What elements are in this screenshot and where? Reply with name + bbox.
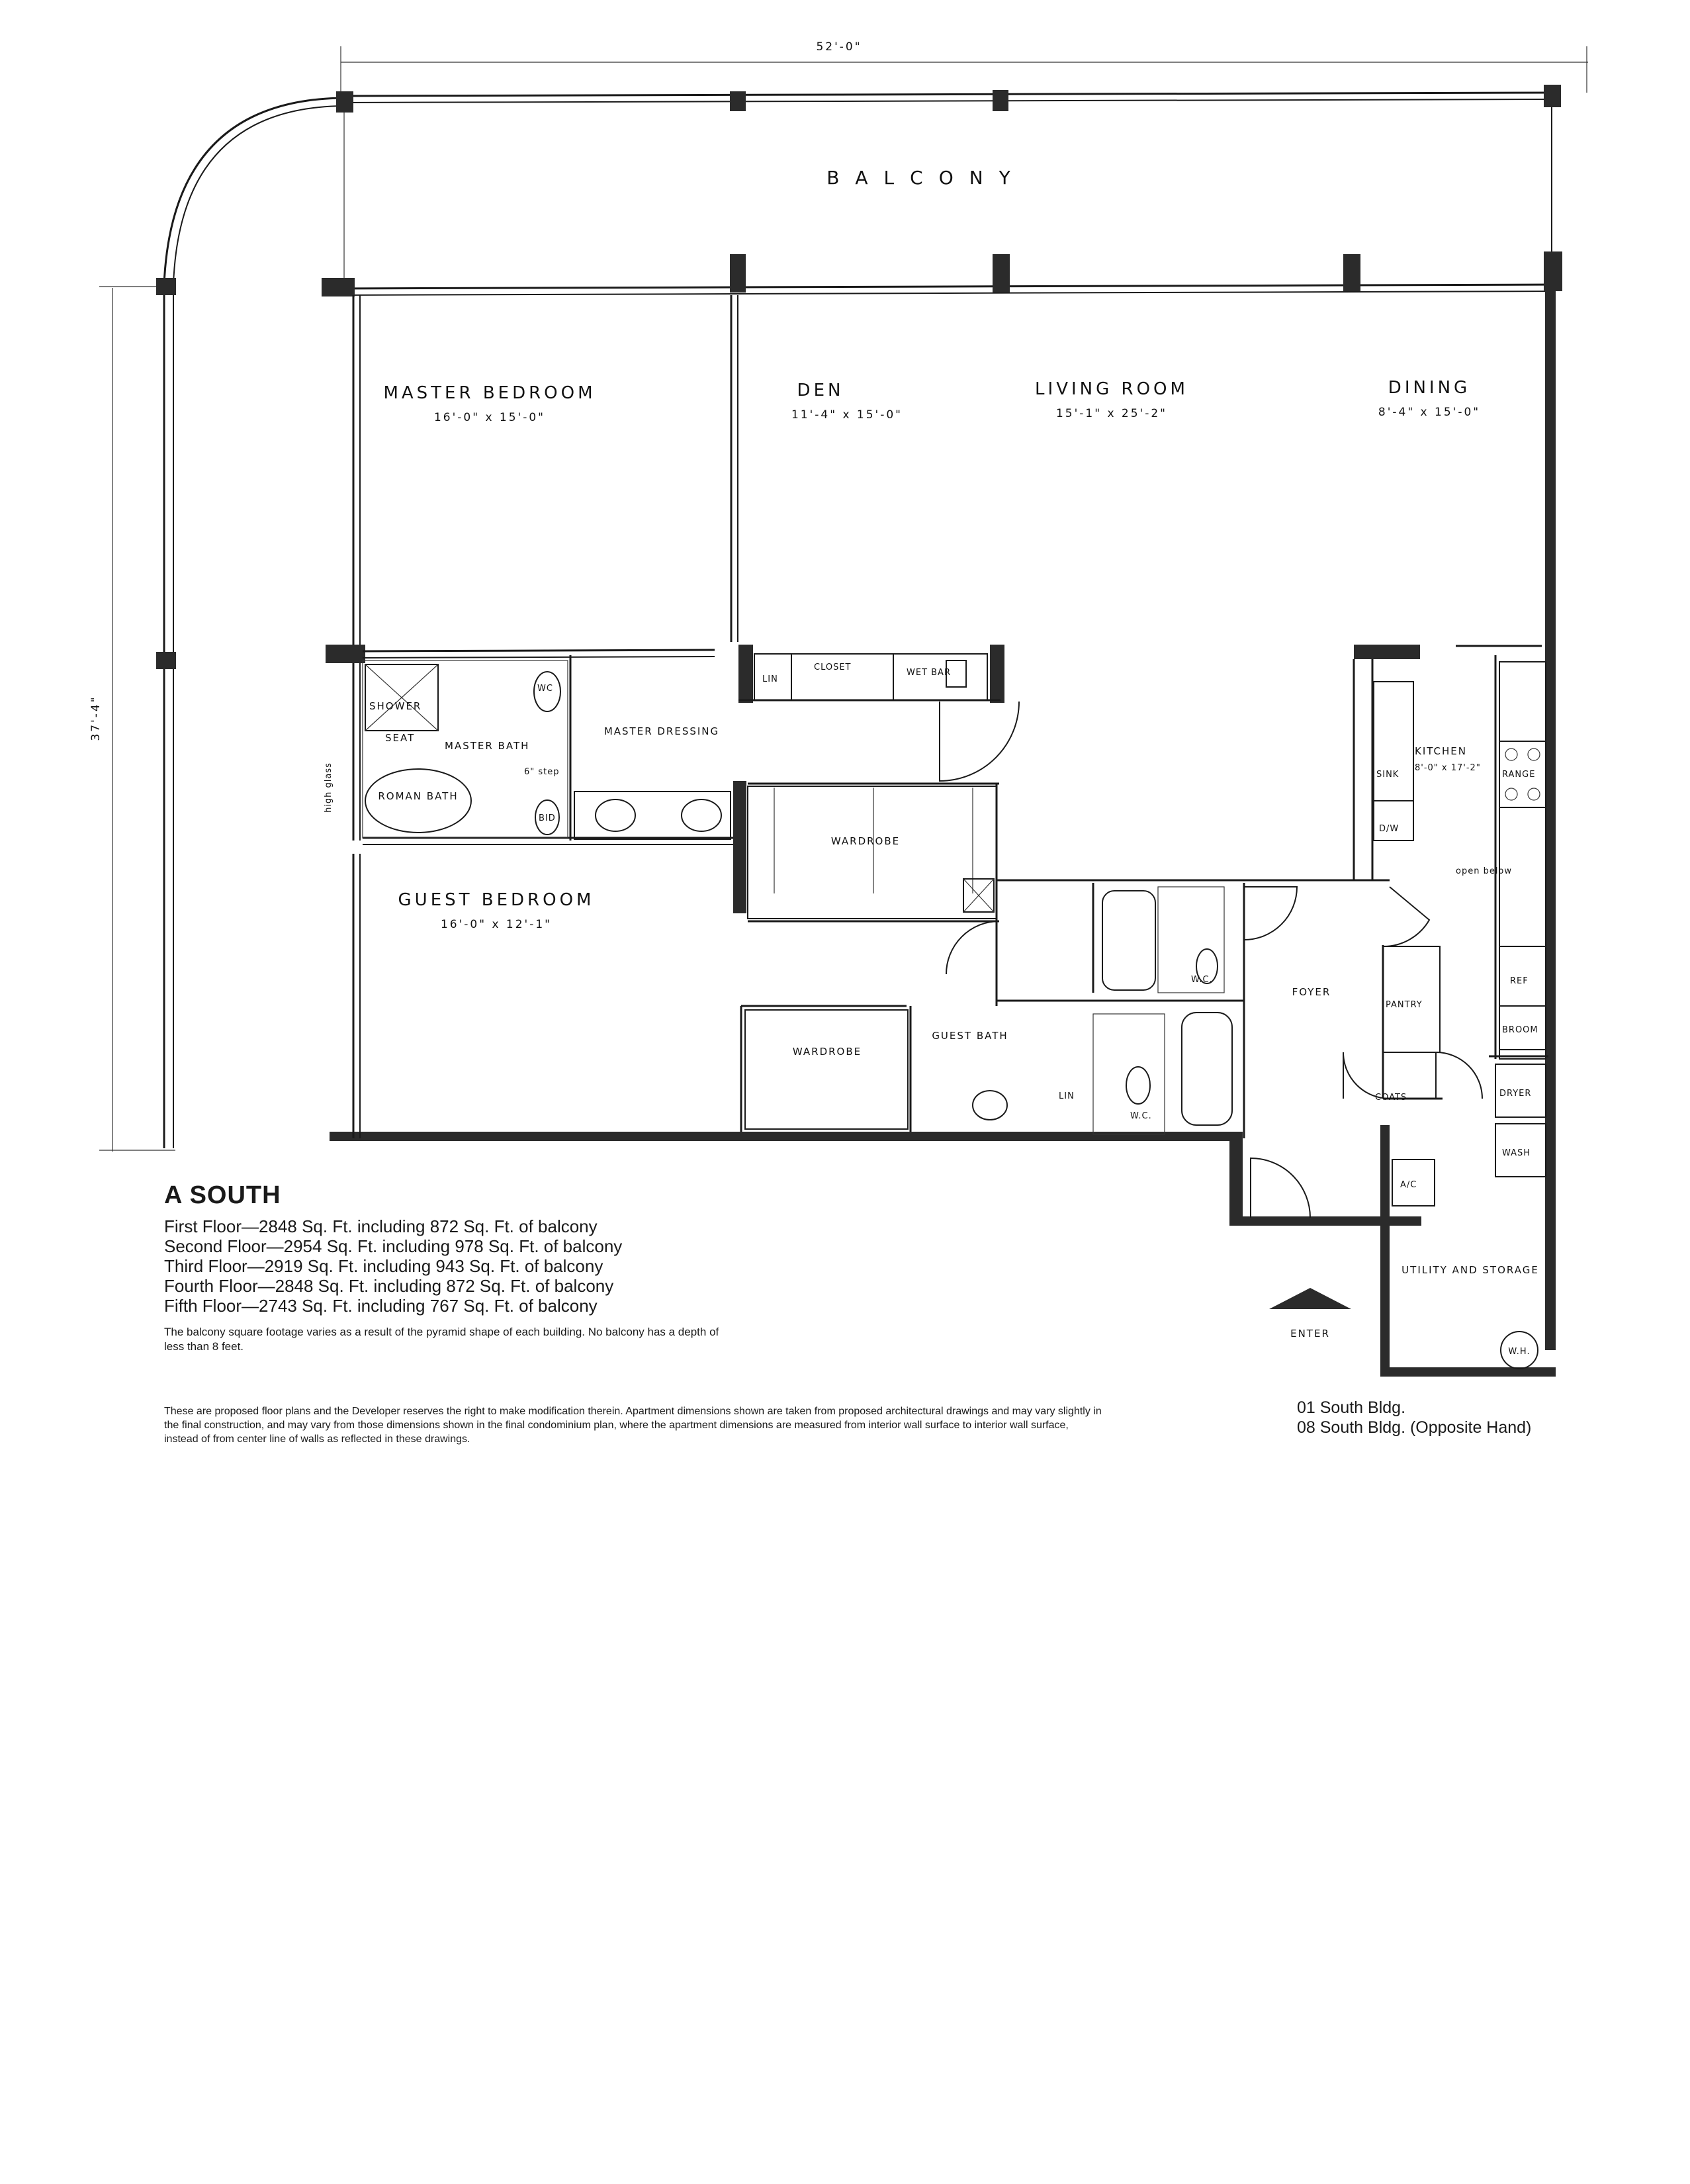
washer-label: WASH [1502,1148,1531,1158]
refrigerator-label: REF [1510,976,1529,986]
master-bedroom-dims: 16'-0" x 15'-0" [433,411,546,424]
kitchen-dims: 8'-0" x 17'-2" [1415,763,1481,773]
wardrobe-upper [748,786,997,919]
wardrobe-lower [745,1010,908,1129]
wardrobe-label: WARDROBE [830,835,901,847]
guest-bath-area [932,887,1232,1134]
shower-label: SHOWER [369,700,422,712]
unit-title: A SOUTH [164,1181,281,1209]
living-room-label: LIVING ROOM [1035,379,1188,399]
guest-lin-label: LIN [1059,1091,1075,1101]
wet-bar-label: WET BAR [907,668,951,678]
roman-bath-label: ROMAN BATH [378,790,459,802]
dryer-label: DRYER [1499,1089,1532,1099]
open-below-note: open below [1456,866,1513,876]
building-notes [1297,1398,1531,1437]
dining-label: DINING [1388,378,1471,398]
kitchen-label: KITCHEN [1415,745,1467,757]
balcony-label: BALCONY [826,167,1026,189]
guest-bedroom-label: GUEST BEDROOM [398,890,595,910]
master-dressing-area [574,725,731,839]
floor-area-line: Fifth Floor—2743 Sq. Ft. including 767 Sq. Ft. of balcony [164,1296,598,1316]
floor-area-line: Second Floor—2954 Sq. Ft. including 978 Sq. Ft. of balcony [164,1236,623,1256]
closet-wetbar [754,654,987,700]
building-note: 08 South Bldg. (Opposite Hand) [1297,1418,1532,1437]
master-bath-label: MASTER BATH [445,740,530,752]
foyer-area [1292,946,1440,1103]
guest-wc-label: W.C. [1130,1111,1152,1121]
disclaimer-text: These are proposed floor plans and the Developer reserves the right to make modification therein. Apartment dimensions shown are taken from proposed architectural drawings and may vary slightly in the final construction, and may vary from those dimensions shown in the final condominium plan, where the apartment dimensions are measured from interior wall surface to interior wall surface, instead of from center line of walls as reflected in these drawings. [164,1406,1102,1445]
closet-label: CLOSET [814,662,852,672]
pantry-label: PANTRY [1386,1000,1423,1010]
kitchen-area [1374,662,1546,1059]
overall-depth-label: 37'-4" [89,695,103,741]
broom-closet-label: BROOM [1502,1025,1538,1035]
overall-depth-dimension [89,287,175,1152]
window-wall [322,251,1562,296]
dishwasher-label: D/W [1379,824,1400,834]
enter-label: ENTER [1290,1328,1330,1340]
high-glass-note: high glass [324,762,334,813]
overall-width-dimension [341,40,1588,93]
guest-bedroom-dims: 16'-0" x 12'-1" [440,918,553,931]
building-note: 01 South Bldg. [1297,1398,1406,1417]
floor-area-line: First Floor—2848 Sq. Ft. including 872 Sq. Ft. of balcony [164,1216,598,1236]
sink-label: SINK [1376,770,1400,780]
hall-wc-label: W.C. [1191,975,1213,985]
master-bedroom-label: MASTER BEDROOM [383,383,596,403]
utility-storage-label: UTILITY AND STORAGE [1401,1264,1539,1276]
floor-area-line: Fourth Floor—2848 Sq. Ft. including 872 Sq. Ft. of balcony [164,1276,614,1296]
ac-label: A/C [1400,1180,1417,1190]
overall-width-label: 52'-0" [816,40,862,54]
step-label: 6" step [524,767,560,777]
balcony-footnote: The balcony square footage varies as a result of the pyramid shape of each building. No balcony has a depth of less than 8 feet. [164,1326,719,1353]
water-heater-label: W.H. [1508,1347,1531,1357]
balcony-outline [156,85,1561,1148]
wardrobe-lower-label: WARDROBE [792,1046,862,1058]
wc-label: WC [537,684,553,694]
den-dims: 11'-4" x 15'-0" [791,408,903,422]
dining-dims: 8'-4" x 15'-0" [1378,406,1481,419]
coats-label: COATS [1375,1093,1407,1103]
floor-area-line: Third Floor—2919 Sq. Ft. including 943 Sq. Ft. of balcony [164,1256,603,1276]
bidet-label: BID [539,813,556,823]
lin-closet-label: LIN [762,674,778,684]
range-label: RANGE [1502,770,1536,780]
living-room-dims: 15'-1" x 25'-2" [1055,407,1168,420]
master-dressing-label: MASTER DRESSING [603,725,720,737]
den-label: DEN [797,381,844,400]
foyer-label: FOYER [1292,986,1331,998]
seat-label: SEAT [385,732,416,744]
guest-bath-label: GUEST BATH [932,1030,1008,1042]
unit-info [159,1181,1350,1354]
